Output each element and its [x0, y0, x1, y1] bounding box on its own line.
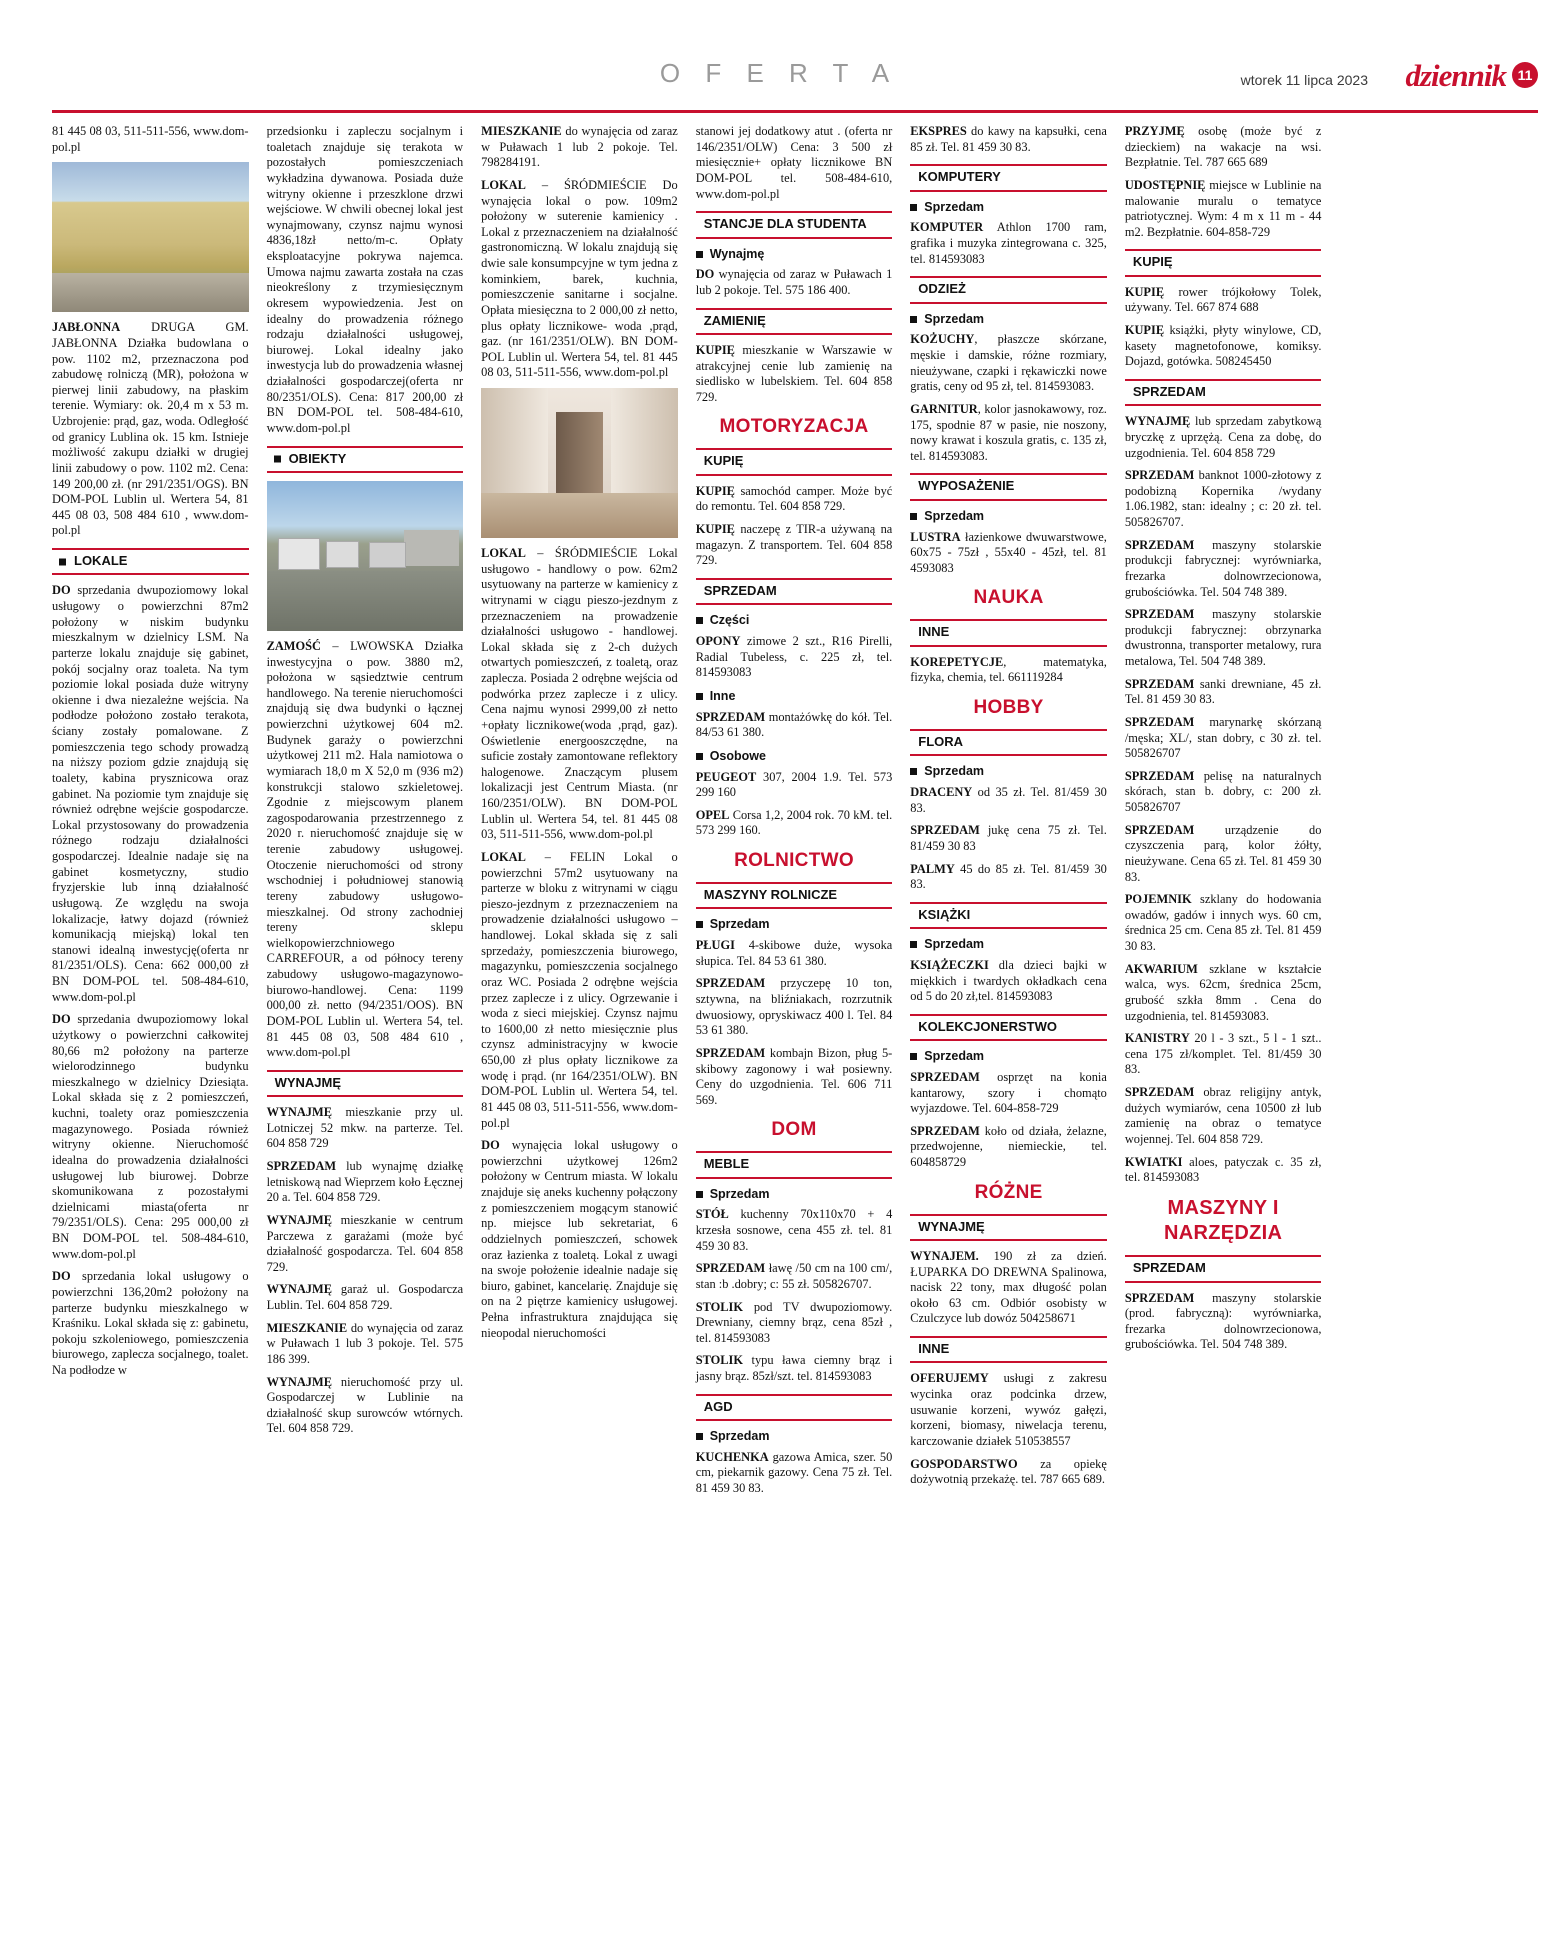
ad-keyword: WYNAJMĘ [266, 1374, 332, 1389]
subsection-label: Wynajmę [709, 246, 765, 261]
subsection-label: Sprzedam [709, 1429, 770, 1444]
ad-obraz-religijny: SPRZEDAM obraz religijny antyk, dużych wymiarów, cena 10500 zł lub zamienię na obraz o tematyce wojennej. Tel. 604 858 729. [1124, 1085, 1322, 1146]
ad-przyczepa: SPRZEDAM przyczepę 10 ton, sztywna, na bliźniakach, rozrzutnik dwuosiowy, opryskiwacz 400 l. Tel. 84 53 61 380. [695, 976, 893, 1038]
ad-plugi: PŁUGI 4-skibowe duże, wysoka słupica. Tel. 84 53 61 380. [695, 938, 893, 968]
ad-keyword: SPRZEDAM [1124, 768, 1195, 783]
bullet-square-icon [59, 558, 66, 565]
subsection-label: Sprzedam [924, 937, 985, 952]
section-label: STANCJE DLA STUDENTA [703, 216, 867, 232]
section-label: INNE [918, 1341, 950, 1357]
ad-keyword: PŁUGI [695, 938, 735, 953]
minihead-sprzedam-kolekcje [910, 1049, 1107, 1065]
section-flora[interactable] [910, 729, 1107, 756]
subsection-label: Sprzedam [924, 199, 985, 214]
minihead-sprzedam-meble [696, 1187, 893, 1203]
ad-keyword: KWIATKI [1124, 1154, 1183, 1169]
ad-stol: STÓŁ kuchenny 70x110x70 + 4 krzesła sosnowe, cena 455 zł. tel. 81 459 30 83. [695, 1207, 893, 1253]
ad-keyword: OPONY [695, 633, 741, 648]
category-motoryzacja: MOTORYZACJA [719, 416, 869, 438]
ad-osprzet-konia: SPRZEDAM osprzęt na konia kantarowy, szory i chomąto wyjazdowe. Tel. 604-858-729 [910, 1069, 1107, 1116]
classifieds-columns [52, 124, 1536, 1921]
section-obiekty[interactable] [267, 446, 464, 473]
ad-keyword: UDOSTĘPNIĘ [1124, 177, 1206, 192]
ad-keyword: SPRZEDAM [1124, 714, 1195, 729]
ad-garaz-gospodarcza: WYNAJMĘ garaż ul. Gospodarcza Lublin. Tel. 604 858 729. [266, 1282, 464, 1312]
section-label: INNE [918, 624, 950, 640]
ad-pelisa: SPRZEDAM pelisę na naturalnych skórach, stan b. dobry, c: 200 zł. 505826707 [1124, 768, 1322, 814]
minihead-wynajme-stancje [696, 247, 893, 263]
ad-keyword: PALMY [910, 861, 955, 876]
photo-yard-zamosc [267, 481, 464, 631]
subsection-label: Sprzedam [924, 508, 985, 523]
section-inne-rozne[interactable] [910, 1336, 1107, 1363]
ad-zamiana-warszawa: KUPIĘ mieszkanie w Warszawie w atrakcyjnej cenie lub zamienię na siedlisko w lubelskiem. Tel. 604 858 729. [695, 342, 893, 404]
ad-keyword: WYNAJMĘ [266, 1212, 332, 1227]
section-kolekcjonerstwo[interactable] [910, 1014, 1107, 1041]
ad-keyword: WYNAJMĘ [266, 1105, 332, 1120]
section-label: MASZYNY ROLNICZE [703, 887, 838, 902]
ad-ekspres: EKSPRES do kawy na kapsułki, cena 85 zł. Tel. 81 459 30 83. [910, 124, 1107, 154]
ad-lokal-3: DO sprzedania lokal usługowy o powierzchni 136,20m2 położony na parterze budynku mieszkalnego w Kraśniku. Lokal składa się z: gabinetu, pokoju szkoleniowego, pomieszczenia biurowego, zaplecza socjalnego, toalet. Na podłodze w [52, 1269, 249, 1377]
ad-stolik-tv: STOLIK pod TV dwupoziomowy. Drewniany, ciemny brąz, cena 85zł , tel. 814593083 [695, 1299, 893, 1345]
ad-keyword: POJEMNIK [1124, 892, 1192, 907]
ad-kombajn: SPRZEDAM kombajn Bizon, pług 5-skibowy zagonowy i wał posiewny. Ceny do uzgodnienia. Tel. 606 711 569. [695, 1045, 893, 1107]
ad-keyword: LOKAL [481, 546, 526, 560]
ad-kuchenka: KUCHENKA gazowa Amica, szer. 50 cm, piekarnik gazowy. Cena 75 zł. Tel. 81 459 30 83. [695, 1449, 893, 1496]
ad-keyword: SPRZEDAM [1124, 1085, 1195, 1099]
category-rolnictwo: ROLNICTWO [734, 850, 854, 872]
section-label: FLORA [918, 733, 964, 749]
section-label: KOLEKCJONERSTWO [918, 1018, 1057, 1034]
subsection-label: Inne [709, 688, 736, 703]
ad-mieszkanie-pulawy-3: MIESZKANIE do wynajęcia od zaraz w Puławach 1 lub 3 pokoje. Tel. 575 186 399. [266, 1320, 464, 1366]
bullet-square-icon [696, 1191, 703, 1198]
yard-vehicle [326, 541, 359, 569]
ad-keyword: KSIĄŻECZKI [910, 957, 989, 972]
ad-peugeot: PEUGEOT 307, 2004 1.9. Tel. 573 299 160 [695, 769, 893, 800]
corridor-door [556, 412, 603, 499]
section-label: MEBLE [703, 1156, 750, 1172]
ad-keyword: SPRZEDAM [1124, 468, 1195, 483]
corridor-wall-left [481, 388, 548, 496]
ad-kupie-ksiazki: KUPIĘ książki, płyty winylowe, CD, kasety magnetofonowe, komiksy. Dojazd, gotówka. 508245450 [1124, 323, 1322, 369]
ad-keyword: PEUGEOT [695, 769, 757, 784]
section-meble[interactable] [696, 1151, 893, 1178]
ad-stancja-pulawy: DO wynajęcia od zaraz w Puławach 1 lub 2 pokoje. Tel. 575 186 400. [695, 267, 893, 297]
ad-banknot: SPRZEDAM banknot 1000-złotowy z podobizną Kopernika /wydany 1.06.1982, stan: idealny ; c: 20 zł. tel. 505826707. [1124, 468, 1322, 529]
section-inne-nauka[interactable] [910, 619, 1107, 646]
ad-opel: OPEL Corsa 1,2, 2004 rok. 70 kM. tel. 573 299 160. [695, 807, 893, 838]
ad-keyword: OFERUJEMY [910, 1371, 989, 1386]
minihead-czesci [696, 613, 893, 629]
ad-kupie-naczepa: KUPIĘ naczepę z TIR-a używaną na magazyn. Z transportem. Tel. 604 858 729. [695, 521, 893, 568]
ad-keyword: PRZYJMĘ [1124, 124, 1185, 138]
ad-keyword: JABŁONNA [52, 320, 121, 335]
bullet-square-icon [696, 251, 703, 258]
section-kupie-col6[interactable] [1125, 249, 1322, 276]
ad-maszyny-stolarskie-1: SPRZEDAM maszyny stolarskie produkcji fabrycznej: wyrówniarka, frezarka dolnowrzecionowa, grubościówka. Tel. 504 748 389. [1124, 537, 1322, 599]
section-ksiazki[interactable] [910, 902, 1107, 929]
newspaper-logo: dziennik [1405, 58, 1506, 93]
ad-marynarka: SPRZEDAM marynarkę skórzaną /męska; XL/, stan dobry, c 30 zł. tel. 505826707 [1124, 714, 1322, 761]
ad-maszyny-stolarskie-3: SPRZEDAM maszyny stolarskie (prod. fabryczną): wyrówniarka, frezarka dolnowrzecionowa, grubościówka. Tel. 504 748 389. [1124, 1290, 1322, 1352]
section-label: SPRZEDAM [1132, 383, 1206, 399]
ad-akwarium: AKWARIUM szklane w kształcie walca, wys. 62cm, średnica 25cm, grubość szkła 8mm . Cena do uzgodnienia, tel. 814593083. [1124, 961, 1322, 1023]
ad-lokal-3-cont: przedsionku i zapleczu socjalnym i toaletach znajduje się terakota w pozostałych pomieszczeniach wykładzina dywanowa. Posiada duże witryny okienne i przeszklone drzwi wejściowe. W chwili obecnej lokal jest wynajmowany, czynsz najmu wynosi 4836,18zł netto/m-c. Opłaty eksploatacyjne pokrywa najemca. Umowa najmu zawarta została na czas nieokreślony z trzymiesięcznym okresem wypowiedzenia. Jest on idealny do prowadzenia różnego rodzaju działalności usługowej, biurowej. Lokal idealny jako inwestycja lub do prowadzenia własnej działalności gospodarczej(oferta nr 80/2351/OLS). Cena: 817 200,00 zł BN DOM-POL tel. 508-484-610, www.dom-pol.pl [266, 124, 464, 435]
ad-ksiazeczki: KSIĄŻECZKI dla dzieci bajki w miękkich i twardych okładkach cena od 5 do 20 zł,tel. 814593083 [910, 957, 1107, 1004]
section-label: LOKALE [74, 553, 128, 568]
ad-lokal-1: DO sprzedania dwupoziomowy lokal usługowy o powierzchni 87m2 położony w niskim budynku mieszkalnym w dzielnicy LSM. Na parterze lokalu znajduje się gabinet, pokój socjalny oraz toaleta. Na tym poziomie lokal posiada duże witryny okienne i dwa niezależne wejścia. Na podłodze położono zostało terakota, ściany zostały pomalowane. Z pomieszczenia tego schody prowadzą na niższy poziom gdzie znajdują się toalety, kabina prysznicowa oraz gabinet. Na poziomie tym znajduje się również odrębne wejście gospodarcze. Lokal przystosowany do prowadzenia różnego rodzaju działalności gospodarczej. Idealnie nadaje się na gabinet kosmetyczny, studio fryzjerskie lub inną działalność usługową. Ze względu na swoja lokalizacje, łatwy dojazd (również komunikacją miejską) lokal ten stanowi idealną inwestycję(oferta nr 81/2351/OLS). Cena: 662 000,00 zł BN DOM-POL tel. 508-484-610, www.dom-pol.pl [52, 583, 249, 1004]
ad-wynajme-gospodarcza: WYNAJMĘ nieruchomość przy ul. Gospodarczej w Lublinie na działalność skup surowców wtórnych. Tel. 604 858 729. [266, 1374, 464, 1436]
section-title: O F E R T A [659, 58, 899, 88]
subsection-label: Sprzedam [924, 764, 985, 779]
section-wyposazenie[interactable] [910, 473, 1107, 500]
ad-lokal-2: DO sprzedania dwupoziomowy lokal użytkowy o powierzchni całkowitej 80,66 m2 położony na parterze wielorodzinnego budynku mieszkalnego w dzielnicy Dziesiąta. Lokal składa się z 2 pomieszczeń, kuchni, toalety oraz pomieszczenia magazynowego. Posiada również witryny okienne. Nieruchomość idealna do prowadzenia działalności usługowej lub biurowej. Dobrze skomunikowana z pozostałymi dzielnicami miasta(oferta nr 79/2351/OLS). Cena: 295 000,00 zł BN DOM-POL tel. 508-484-610, www.dom-pol.pl [52, 1012, 249, 1261]
minihead-sprzedam-ksiazki [910, 937, 1107, 953]
ad-keyword: LOKAL [481, 849, 526, 864]
ad-keyword: SPRZEDAM [910, 1069, 980, 1084]
header-rule [52, 110, 1538, 113]
minihead-sprzedam-komputery [910, 200, 1107, 216]
ad-keyword: WYNAJEM. [910, 1248, 979, 1263]
minihead-osobowe [696, 749, 893, 765]
ad-opony: OPONY zimowe 2 szt., R16 Pirelli, Radial Tubeless, c. 225 zł, tel. 814593083 [695, 633, 893, 680]
ad-keyword: SPRZEDAM [1124, 676, 1195, 691]
subsection-label: Części [709, 613, 750, 628]
bullet-square-icon [910, 316, 917, 323]
ad-garnitur: GARNITUR, kolor jasnokawowy, roz. 175, spodnie 87 w pasie, nie noszony, nowy krawat i koszula gratis, c. 135 zł, tel. 814593083. [910, 401, 1107, 463]
ad-zamosc: ZAMOŚĆ – LWOWSKA Działka inwestycyjna o pow. 3880 m2, położona w sąsiedztwie centrum handlowego. Na terenie nieruchomości znajdują się dwa budynki o łącznej powierzchni użytkowej 604 m2. Budynek garaży o powierzchni użytkowej 211 m2. Hala namiotowa o wymiarach 18,0 m X 52,0 m (936 m2) konstrukcji stalowo szkieletowej. Zgodnie z miejscowym planem zagospodarowania przestrzennego z 2020 r. nieruchomość znajduje się w terenie zabudowy usługowej. Otoczenie nieruchomości od strony wschodniej i południowej stanowią tereny zabudowy usługowo-mieszkalnej. Od strony zachodniej tereny sklepu wielkopowierzchniowego CARREFOUR, a od północy tereny zabudowy usługowo-magazynowo-biurowo-handlowej. Cena: 1199 000,00 zł. netto (94/2351/OOS). BN DOM-POL Lublin ul. Wertera 54, tel. 81 445 08 03, 508 484 610 , www.dom-pol.pl [266, 638, 464, 1060]
ad-lokal-126: DO wynajęcia lokal usługowy o powierzchni użytkowej 126m2 położony w Centrum miasta. W lokalu znajduje się aneks kuchenny połączony z pomieszczeniem mogącym stanowić np. miejsce lub sekretariat, 6 oddzielnych pomieszczeń, schowek oraz łazienka z toaletą. Lokal z uwagi na swoje położenie idealnie nadaje się biuro, gabinet, kancelarię. Znajduje się on na 2 piętrze kamienicy usługowej. Pełna infrastruktura znajdująca się nieopodal nieruchomości [481, 1138, 678, 1340]
ad-przyjme-osobe: PRZYJMĘ osobę (może być z dzieckiem) na wakacje na wsi. Bezpłatnie. Tel. 787 665 689 [1124, 124, 1322, 170]
column-col1 [52, 124, 249, 1921]
ad-keyword: STÓŁ [695, 1207, 729, 1222]
ad-juka: SPRZEDAM jukę cena 75 zł. Tel. 81/459 30 83 [910, 823, 1107, 853]
section-sprzedam-col6[interactable] [1125, 379, 1322, 406]
ad-keyword: AKWARIUM [1124, 961, 1198, 976]
ad-kupie-rower: KUPIĘ rower trójkołowy Tolek, używany. Tel. 667 874 688 [1124, 284, 1322, 315]
section-label: AGD [703, 1398, 733, 1414]
section-label: KUPIĘ [703, 453, 744, 469]
photo-field-jablonna [52, 162, 249, 312]
section-label: WYPOSAŻENIE [918, 478, 1015, 494]
subsection-label: Sprzedam [709, 917, 770, 932]
ad-keyword: SPRZEDAM [695, 976, 766, 991]
ad-keyword: KOREPETYCJE [910, 654, 1004, 669]
ad-korepetycje: KOREPETYCJE, matematyka, fizyka, chemia, tel. 661119284 [910, 654, 1107, 685]
ad-keyword: SPRZEDAM [695, 1261, 766, 1276]
column-col2 [267, 124, 464, 1921]
ad-dzialka-wieprz: SPRZEDAM lub wynajmę działkę letniskową nad Wieprzem koło Łęcznej 20 a. Tel. 604 858 729. [266, 1159, 464, 1205]
subsection-label: Osobowe [709, 748, 766, 763]
ad-keyword: KOŻUCHY [910, 332, 975, 347]
ad-keyword: DO [52, 1269, 71, 1284]
column-col4 [696, 124, 893, 1921]
ad-urzadzenie-para: SPRZEDAM urządzenie do czyszczenia parą, kolor żółty, nieużywane. Cena 65 zł. Tel. 81 459 30 83. [1124, 822, 1322, 884]
ad-wynajme-lotnicza: WYNAJMĘ mieszkanie przy ul. Lotniczej 52 mkw. na parterze. Tel. 604 858 729 [266, 1105, 464, 1151]
subsection-label: Sprzedam [924, 1049, 985, 1064]
section-label: ZAMIENIĘ [703, 312, 766, 328]
ad-keyword: DRACENY [910, 785, 973, 799]
page-number: 11 [1512, 62, 1538, 88]
ad-kanistry: KANISTRY 20 l - 3 szt., 5 l - 1 szt.. cena 175 zł/komplet. Tel. 81/459 30 83. [1124, 1031, 1322, 1077]
ad-keyword: STOLIK [695, 1299, 743, 1314]
ad-keyword: MIESZKANIE [266, 1320, 348, 1335]
section-label: KSIĄŻKI [918, 906, 971, 922]
ad-keyword: SPRZEDAM [910, 1123, 980, 1138]
ad-keyword: LUSTRA [910, 529, 961, 544]
section-wynajme-rozne[interactable] [910, 1214, 1107, 1241]
ad-udostepnie-mural: UDOSTĘPNIĘ miejsce w Lublinie na malowanie muralu o tematyce patriotycznej. Wym: 4 m x 11 m - 44 m2. Bezpłatnie. 604-858-729 [1124, 177, 1322, 239]
ad-keyword: LOKAL [481, 177, 526, 192]
minihead-sprzedam-agd [696, 1429, 893, 1445]
column-col5 [910, 124, 1107, 1921]
section-kupie-moto[interactable] [696, 448, 893, 475]
corridor-wall-right [611, 388, 678, 496]
section-label: KOMPUTERY [918, 169, 1001, 185]
minihead-sprzedam-flora [910, 764, 1107, 780]
category-dom: DOM [771, 1119, 817, 1141]
photo-corridor-lokal [481, 388, 678, 538]
section-odziez[interactable] [910, 276, 1107, 303]
minihead-sprzedam-wyposazenie [910, 509, 1107, 525]
section-label: ODZIEŻ [918, 281, 966, 297]
minihead-inne-moto [696, 689, 893, 705]
subsection-label: Sprzedam [709, 1186, 770, 1201]
ad-palmy: PALMY 45 do 85 zł. Tel. 81/459 30 83. [910, 861, 1107, 892]
ad-keyword: MIESZKANIE [481, 124, 562, 138]
section-komputery[interactable] [910, 164, 1107, 191]
category-hobby: HOBBY [973, 696, 1044, 718]
ad-keyword: SPRZEDAM [1124, 1290, 1195, 1305]
ad-keyword: SPRZEDAM [1124, 822, 1195, 837]
yard-vehicle [369, 542, 406, 568]
ad-pojemnik: POJEMNIK szklany do hodowania owadów, gadów i innych wys. 60 cm, średnica 25 cm. Cena 85 zł. Tel. 81 459 30 83. [1124, 892, 1322, 953]
section-maszyny-rolnicze[interactable] [696, 882, 893, 909]
section-label: SPRZEDAM [1132, 1260, 1206, 1276]
ad-keyword: SPRZEDAM [910, 823, 980, 838]
ad-lokal-126-cont: stanowi jej dodatkowy atut . (oferta nr 146/2351/OLW) Cena: 3 500 zł miesięcznie+ opłaty licznikowe BN DOM-POL tel. 508-484-610, www.dom-pol.pl [695, 124, 893, 201]
section-label: KUPIĘ [1132, 254, 1173, 270]
ad-mieszkanie-parczew: WYNAJMĘ mieszkanie w centrum Parczewa z garażami (może być działalność gospodarcza. Tel. 604 858 729. [266, 1212, 464, 1274]
ad-lokal-srodmiescie-62: LOKAL – ŚRÓDMIEŚCIE Lokal usługowo - handlowy o pow. 62m2 usytuowany na parterze w kamienicy z witrynami w ciągu pieszo-jezdnym z przeznaczeniem na prowadzenie działalności usługowo - handlowej. Lokal składa się z 2-ch dużych otwartych pomieszczeń, z toaletą, oraz zaplecza. Posiada 2 odrębne wejścia od podwórka przez zaplecze i z ulicy. Cena najmu wynosi 2999,00 zł netto +opłaty licznikowe(woda ,prąd, gaz). Oświetlenie energooszczędne, na suficie zostały zamontowane reflektory halogenowe. Znaczącym plusem lokalizacji jest Centrum Miasta. (nr 160/2351/OLW). BN DOM-POL Lublin ul. Wertera 54, tel. 81 445 08 03, 511-511-556, www.dom-pol.pl [481, 546, 678, 842]
yard-building [404, 530, 459, 566]
ad-komputer: KOMPUTER Athlon 1700 ram, grafika i muzyka zintegrowana c. 325, tel. 814593083 [910, 220, 1107, 266]
ad-draceny: DRACENY od 35 zł. Tel. 81/459 30 83. [910, 785, 1107, 815]
ad-keyword: WYNAJMĘ [1124, 414, 1191, 429]
bullet-square-icon [696, 753, 703, 760]
ad-montazowka: SPRZEDAM montażówkę do kół. Tel. 84/53 61 380. [695, 709, 893, 740]
bullet-square-icon [910, 513, 917, 520]
category-nauka: NAUKA [973, 587, 1044, 609]
ad-keyword: ZAMOŚĆ [266, 638, 321, 653]
ad-lokal-felin: LOKAL – FELIN Lokal o powierzchni 57m2 usytuowany na parterze w bloku z witrynami w ciągu pieszo-jezdnym z przeznaczeniem na prowadzenie działalności usługowo – handlowej. Lokal składa się z sali sprzedaży, pomieszczenia biurowego, magazynku, pomieszczenia socjalnego oraz WC. Posiada 2 odrębne wejścia przez zaplecze i z ulicy. Ogrzewanie i woda z sieci miejskiej. Czynsz najmu to 1600,00 zł netto miesięcznie plus czynsz administracyjny w kwocie 650,00 zł plus opłaty licznikowe za wodę i prąd. (nr 164/2351/OLW). BN DOM-POL Lublin ul. Wertera 54, tel. 81 445 08 03, 511-511-556, www.dom-pol.pl [481, 849, 678, 1130]
ad-jablonna: JABŁONNA DRUGA GM. JABŁONNA Działka budowlana o pow. 1102 m2, przeznaczona pod zabudowę rolniczą (MR), położona w pierwej linii zabudowy, na płaskim terenie. Wymiary: ok. 20,4 m x 53 m. Uzbrojenie: prąd, gaz, woda. Odległość od granicy Lublina ok. 15 km. Istnieje możliwość zakupu działki w drugiej linii zabudowy o pow. 1102 m2. Cena: 149 200,00 zł. (nr 291/2351/OGS). BN DOM-POL Lublin ul. Wertera 54, 81 445 08 03, 508 484 610 , www.dom-pol.pl [52, 320, 249, 538]
ad-lawa: SPRZEDAM ławę /50 cm na 100 cm/, stan :b .dobry; c: 55 zł. 505826707. [695, 1261, 893, 1291]
ad-keyword: KUPIĘ [1124, 284, 1165, 299]
ad-keyword: KUPIĘ [695, 521, 735, 536]
bullet-square-icon [910, 768, 917, 775]
yard-vehicle [278, 538, 319, 570]
ad-keyword: EKSPRES [910, 124, 967, 138]
ad-mieszkanie-pulawy-2: MIESZKANIE do wynajęcia od zaraz w Puławach 1 lub 2 pokoje. Tel. 798284191. [481, 124, 678, 170]
ad-lokal-srodmiescie-109: LOKAL – ŚRÓDMIEŚCIE Do wynajęcia lokal o pow. 109m2 położony w suterenie kamienicy . Lokal z przeznaczeniem na działalność gastronomiczną. W lokalu znajdują się dwie sale konsumpcyjne w tym jedna z kominkiem, barek, kuchnia, pomieszczenie sanitarne i socjalne. Opłata miesięczna to 2 000,00 zł netto, plus opłaty licznikowe- woda ,prąd, gaz. (nr 161/2351/OLW). BN DOM-POL Lublin ul. Wertera 54, tel. 81 445 08 03, 511-511-556, www.dom-pol.pl [481, 177, 678, 380]
section-zamienie[interactable] [696, 308, 893, 335]
issue-date: wtorek 11 lipca 2023 [1240, 72, 1368, 88]
ad-keyword: SPRZEDAM [1124, 607, 1195, 622]
section-stancje[interactable] [696, 211, 893, 238]
ad-keyword: KOMPUTER [910, 220, 984, 235]
ad-zabytkowa-bryczka: WYNAJMĘ lub sprzedam zabytkową bryczkę z uprzężą. Cena za dobę, do uzgodnienia. Tel. 604 858 729 [1124, 414, 1322, 460]
section-label: WYNAJMĘ [274, 1074, 342, 1090]
category-maszyny: MASZYNY I NARZĘDZIA [1164, 1196, 1283, 1244]
ad-keyword: SPRZEDAM [266, 1159, 337, 1173]
ad-stolik-lawa: STOLIK typu ława ciemny brąz i jasny brąz. 85zł/szt. tel. 814593083 [695, 1353, 893, 1384]
ad-keyword: SPRZEDAM [1124, 537, 1195, 552]
bullet-square-icon [696, 921, 703, 928]
ad-keyword: DO [52, 1012, 71, 1027]
bullet-square-icon [274, 456, 281, 463]
section-lokale[interactable] [52, 548, 249, 575]
ad-keyword: KUPIĘ [695, 483, 735, 498]
section-wynajme-col2[interactable] [267, 1070, 464, 1097]
corridor-floor [481, 493, 678, 538]
minihead-sprzedam-odziez [910, 312, 1107, 328]
ad-luparka: WYNAJEM. 190 zł za dzień. ŁUPARKA DO DREWNA Spalinowa, nacisk 22 tony, max długość polan około 63 cm. Odbiór osobisty w Czulczyce lub dowóz 504258671 [910, 1248, 1107, 1326]
ad-keyword: OPEL [695, 807, 730, 822]
column-col6 [1125, 124, 1322, 1921]
bullet-square-icon [696, 617, 703, 624]
ad-lustra: LUSTRA łazienkowe dwuwarstwowe, 60x75 - 75zł , 55x40 - 45zł, tel. 81 4593083 [910, 529, 1107, 575]
ad-keyword: KUPIĘ [695, 342, 735, 357]
minihead-sprzedam-rolnictwo [696, 917, 893, 933]
ad-sanki: SPRZEDAM sanki drewniane, 45 zł. Tel. 81 459 30 83. [1124, 676, 1322, 707]
ad-wycinka: OFERUJEMY usługi z zakresu wycinka oraz podcinka drzew, usuwanie korzeni, wywóz gałęzi, korzeni, biomasy, niwelacja terenu, karczowanie działek 510538557 [910, 1371, 1107, 1448]
ad-keyword: KUPIĘ [1124, 323, 1165, 337]
ad-gospodarstwo: GOSPODARSTWO za opiekę dożywotnią przekażę. tel. 787 665 689. [910, 1456, 1107, 1487]
ad-kolo-dzialo: SPRZEDAM koło od działa, żelazne, przedwojenne, niemieckie, tel. 604858729 [910, 1123, 1107, 1169]
ad-kupie-camper: KUPIĘ samochód camper. Może być do remontu. Tel. 604 858 729. [695, 483, 893, 514]
ad-keyword: DO [52, 583, 71, 598]
bullet-square-icon [910, 204, 917, 211]
ad-kozuchy: KOŻUCHY, płaszcze skórzane, męskie i damskie, różne rozmiary, nieużywane, czapki i rękawiczki nowe gratis, ceny od 95 zł, tel. 814593083. [910, 332, 1107, 394]
subsection-label: Sprzedam [924, 311, 985, 326]
column-col3 [481, 124, 678, 1921]
masthead [0, 0, 1558, 92]
ad-keyword: GARNITUR [910, 401, 978, 416]
ad-kwiatki-aloes: KWIATKI aloes, patyczak c. 35 zł, tel. 814593083 [1124, 1154, 1322, 1185]
ad-keyword: KUCHENKA [695, 1449, 769, 1464]
bullet-square-icon [910, 941, 917, 948]
ad-keyword: WYNAJMĘ [266, 1282, 332, 1297]
section-agd[interactable] [696, 1394, 893, 1421]
section-sprzedam-moto[interactable] [696, 578, 893, 605]
ad-keyword: DO [481, 1138, 500, 1153]
ad-keyword: GOSPODARSTWO [910, 1456, 1018, 1471]
section-label: WYNAJMĘ [918, 1218, 985, 1234]
category-rozne: RÓŻNE [974, 1181, 1043, 1203]
yard-ground [267, 571, 464, 631]
section-label: OBIEKTY [288, 450, 347, 466]
section-sprzedam-maszyny[interactable] [1125, 1255, 1322, 1282]
ad-keyword: SPRZEDAM [695, 1045, 766, 1060]
bullet-square-icon [910, 1053, 917, 1060]
ad-keyword: DO [695, 267, 715, 282]
ad-contact: 81 445 08 03, 511-511-556, www.dom-pol.pl [52, 124, 249, 154]
ad-maszyny-stolarskie-2: SPRZEDAM maszyny stolarskie produkcji fabrycznej: obrzynarka dwustronna, transporter metalowy, rura metalowa, Tel. 504 748 389. [1124, 607, 1322, 668]
ad-keyword: KANISTRY [1124, 1031, 1190, 1046]
bullet-square-icon [696, 1433, 703, 1440]
bullet-square-icon [696, 693, 703, 700]
section-label: SPRZEDAM [703, 582, 777, 598]
ad-keyword: SPRZEDAM [695, 709, 766, 724]
ad-keyword: STOLIK [695, 1353, 743, 1368]
